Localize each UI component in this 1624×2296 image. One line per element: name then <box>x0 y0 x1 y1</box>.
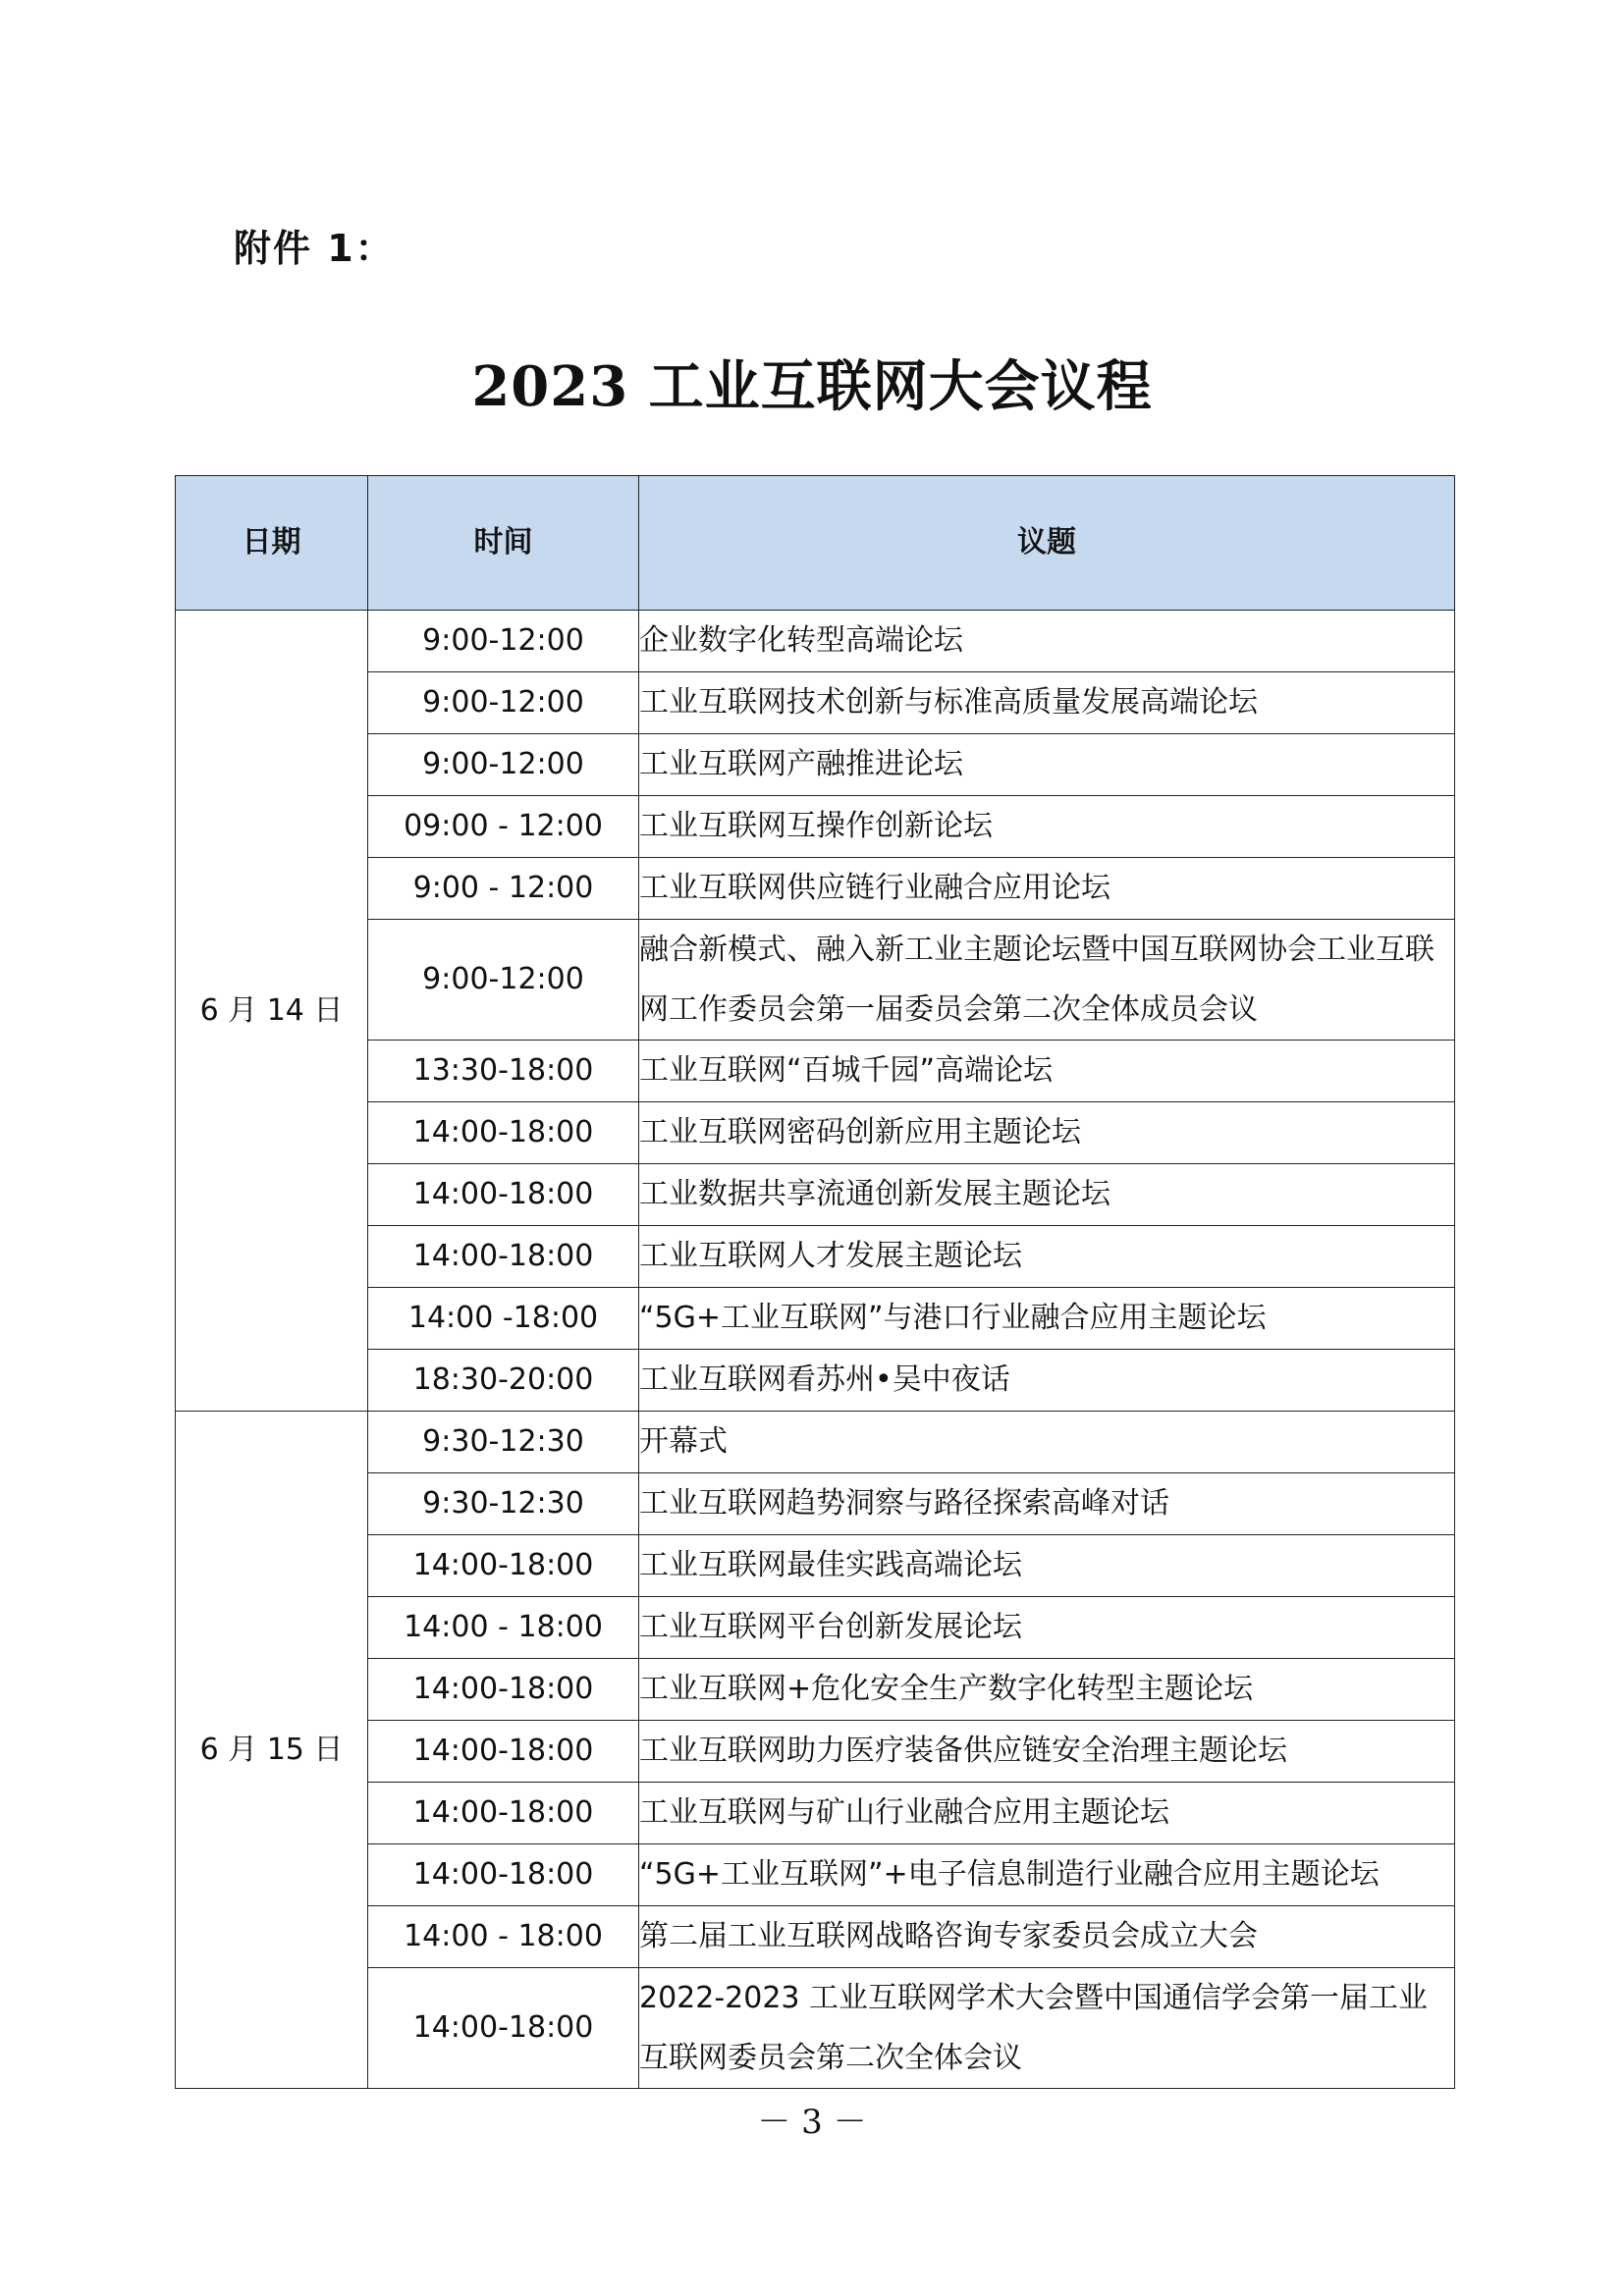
agenda-table <box>175 475 1455 2089</box>
header-time: 时间 <box>368 476 639 611</box>
table-row <box>176 1226 1455 1288</box>
time-cell: 14:00-18:00 <box>368 1102 639 1164</box>
topic-cell: 工业互联网供应链行业融合应用论坛 <box>639 858 1455 920</box>
table-row <box>176 1412 1455 1473</box>
table-row <box>176 920 1455 1041</box>
time-cell: 09:00 - 12:00 <box>368 796 639 858</box>
time-cell: 14:00-18:00 <box>368 1968 639 2089</box>
table-header-row <box>176 476 1455 611</box>
table-row <box>176 1288 1455 1350</box>
topic-cell: 工业互联网平台创新发展论坛 <box>639 1597 1455 1659</box>
topic-cell: 工业互联网密码创新应用主题论坛 <box>639 1102 1455 1164</box>
time-cell: 14:00-18:00 <box>368 1164 639 1226</box>
table-row <box>176 1721 1455 1783</box>
time-cell: 14:00-18:00 <box>368 1844 639 1906</box>
time-cell: 9:30-12:30 <box>368 1412 639 1473</box>
topic-cell: 工业互联网产融推进论坛 <box>639 734 1455 796</box>
topic-cell: “5G+工业互联网”+电子信息制造行业融合应用主题论坛 <box>639 1844 1455 1906</box>
time-cell: 9:00-12:00 <box>368 611 639 672</box>
time-cell: 14:00-18:00 <box>368 1783 639 1844</box>
table-row <box>176 1844 1455 1906</box>
header-topic: 议题 <box>639 476 1455 611</box>
topic-cell: 开幕式 <box>639 1412 1455 1473</box>
time-cell: 9:00-12:00 <box>368 672 639 734</box>
topic-cell: 第二届工业互联网战略咨询专家委员会成立大会 <box>639 1906 1455 1968</box>
time-cell: 9:00 - 12:00 <box>368 858 639 920</box>
table-row <box>176 1968 1455 2089</box>
time-cell: 9:00-12:00 <box>368 920 639 1041</box>
time-cell: 9:00-12:00 <box>368 734 639 796</box>
time-cell: 14:00-18:00 <box>368 1535 639 1597</box>
table-row <box>176 858 1455 920</box>
table-row <box>176 1102 1455 1164</box>
time-cell: 14:00 -18:00 <box>368 1288 639 1350</box>
topic-cell: 工业互联网互操作创新论坛 <box>639 796 1455 858</box>
topic-cell: 工业互联网技术创新与标准高质量发展高端论坛 <box>639 672 1455 734</box>
topic-cell: 工业互联网助力医疗装备供应链安全治理主题论坛 <box>639 1721 1455 1783</box>
table-row <box>176 1041 1455 1102</box>
topic-cell: 工业互联网与矿山行业融合应用主题论坛 <box>639 1783 1455 1844</box>
time-cell: 14:00-18:00 <box>368 1659 639 1721</box>
topic-cell: “5G+工业互联网”与港口行业融合应用主题论坛 <box>639 1288 1455 1350</box>
table-row <box>176 1659 1455 1721</box>
time-cell: 9:30-12:30 <box>368 1473 639 1535</box>
topic-cell: 工业互联网+危化安全生产数字化转型主题论坛 <box>639 1659 1455 1721</box>
table-row <box>176 1164 1455 1226</box>
topic-cell: 工业互联网趋势洞察与路径探索高峰对话 <box>639 1473 1455 1535</box>
date-cell: 6 月 15 日 <box>176 1412 368 2089</box>
table-row <box>176 611 1455 672</box>
date-cell: 6 月 14 日 <box>176 611 368 1412</box>
topic-cell: 企业数字化转型高端论坛 <box>639 611 1455 672</box>
page-number: － 3 － <box>757 2103 867 2142</box>
table-row <box>176 1535 1455 1597</box>
table-row <box>176 1906 1455 1968</box>
table-row <box>176 1350 1455 1412</box>
topic-cell: 工业互联网人才发展主题论坛 <box>639 1226 1455 1288</box>
time-cell: 13:30-18:00 <box>368 1041 639 1102</box>
topic-cell: 2022-2023 工业互联网学术大会暨中国通信学会第一届工业互联网委员会第二次全体会议 <box>639 1968 1455 2089</box>
header-date: 日期 <box>176 476 368 611</box>
page-title: 2023 工业互联网大会议程 <box>471 354 1153 419</box>
topic-cell: 工业互联网看苏州•吴中夜话 <box>639 1350 1455 1412</box>
topic-cell: 工业互联网最佳实践高端论坛 <box>639 1535 1455 1597</box>
table-row <box>176 1597 1455 1659</box>
attachment-label: 附件 1： <box>234 227 395 270</box>
table-row <box>176 672 1455 734</box>
table-row <box>176 734 1455 796</box>
table-row <box>176 1783 1455 1844</box>
time-cell: 14:00-18:00 <box>368 1721 639 1783</box>
time-cell: 14:00-18:00 <box>368 1226 639 1288</box>
time-cell: 18:30-20:00 <box>368 1350 639 1412</box>
topic-cell: 工业数据共享流通创新发展主题论坛 <box>639 1164 1455 1226</box>
topic-cell: 工业互联网“百城千园”高端论坛 <box>639 1041 1455 1102</box>
table-row <box>176 796 1455 858</box>
topic-cell: 融合新模式、融入新工业主题论坛暨中国互联网协会工业互联网工作委员会第一届委员会第二次全体成员会议 <box>639 920 1455 1041</box>
time-cell: 14:00 - 18:00 <box>368 1906 639 1968</box>
table-row <box>176 1473 1455 1535</box>
time-cell: 14:00 - 18:00 <box>368 1597 639 1659</box>
